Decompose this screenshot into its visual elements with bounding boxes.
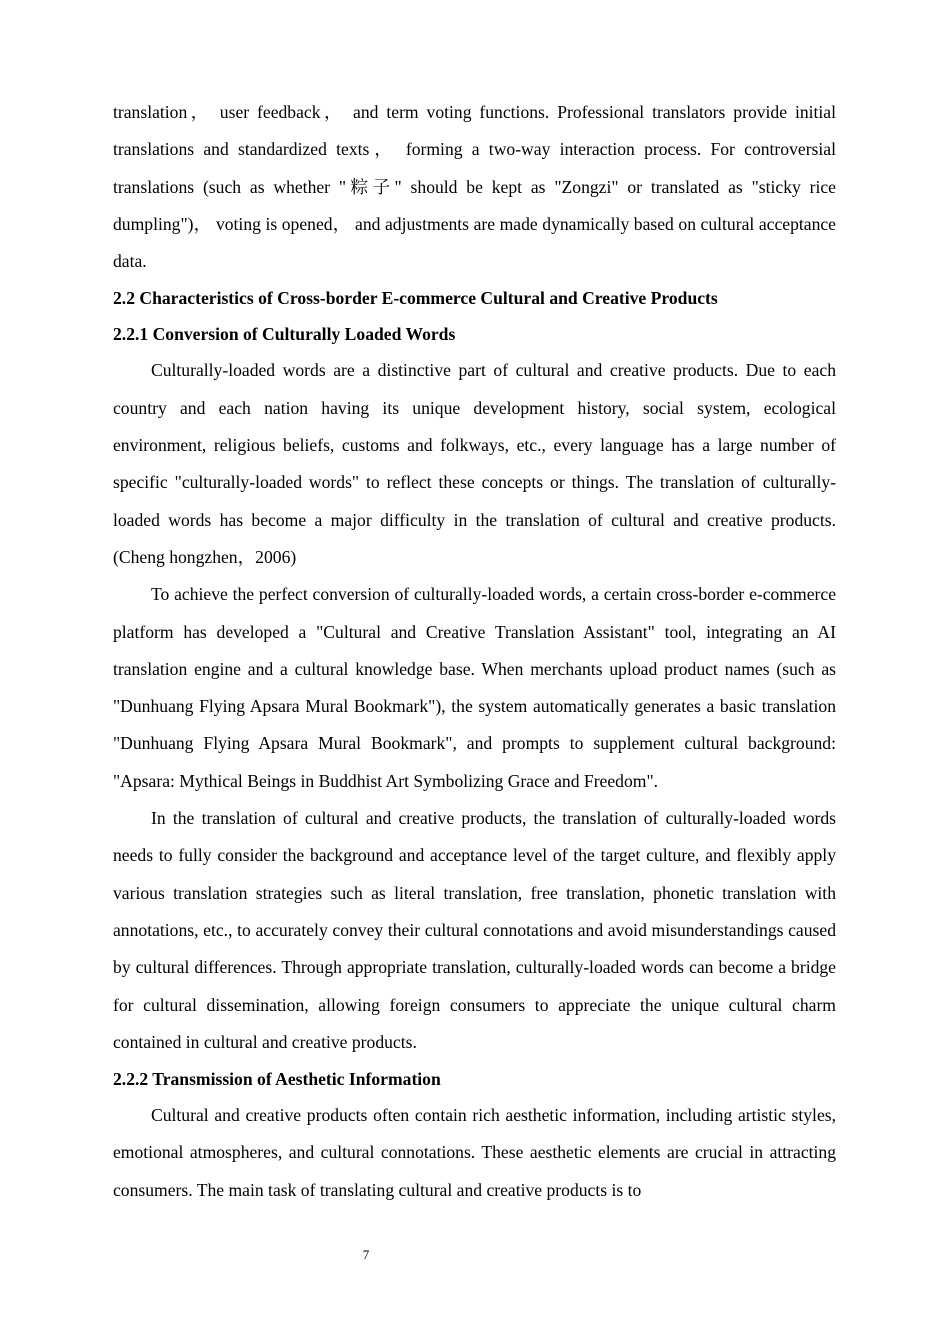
paragraph-translation-strategies: In the translation of cultural and creative products, the translation of culturally-loaded words needs to fully consider the background and acceptance level of the target culture, and flexibly apply various translation strategies such as literal translation, free translation, phonetic translation with annotations, etc., to accurately convey their cultural connotations and avoid misunderstandings caused by cultural differences. Through appropriate translation, culturally-loaded words can become a bridge for cultural dissemination, allowing foreign consumers to appreciate the unique cultural charm contained in cultural and creative products.	[113, 808, 836, 1052]
document-page	[113, 94, 836, 1209]
paragraph-translation-assistant: To achieve the perfect conversion of culturally-loaded words, a certain cross-border e-commerce platform has developed a "Cultural and Creative Translation Assistant" tool, integrating an AI translation engine and a cultural knowledge base. When merchants upload product names (such as "Dunhuang Flying Apsara Mural Bookmark"), the system automatically generates a basic translation "Dunhuang Flying Apsara Mural Bookmark", and prompts to supplement cultural background: "Apsara: Mythical Beings in Buddhist Art Symbolizing Grace and Freedom".	[113, 584, 836, 791]
section-heading-2-2-2: 2.2.2 Transmission of Aesthetic Information	[113, 1069, 441, 1090]
section-heading-2-2: 2.2 Characteristics of Cross-border E-commerce Cultural and Creative Products	[113, 288, 718, 309]
page-number: 7	[362, 1247, 370, 1262]
paragraph-culturally-loaded-words: Culturally-loaded words are a distinctive part of cultural and creative products. Due to each country and each nation having its unique development history, social system, ecological environment, religious beliefs, customs and folkways, etc., every language has a large number of specific "culturally-loaded words" to reflect these concepts or things. The translation of culturally-loaded words has become a major difficulty in the translation of cultural and creative products. (Cheng hongzhen，2006)	[113, 360, 836, 567]
paragraph-translation-voting: translation， user feedback， and term voting functions. Professional translators provide initial translations and standardized texts， forming a two-way interaction process. For controversial translations (such as whether "粽子" should be kept as "Zongzi" or translated as "sticky rice dumpling")， voting is opened， and adjustments are made dynamically based on cultural acceptance data.	[113, 102, 836, 272]
section-heading-2-2-1: 2.2.1 Conversion of Culturally Loaded Words	[113, 324, 456, 345]
paragraph-aesthetic-information: Cultural and creative products often contain rich aesthetic information, including artistic styles, emotional atmospheres, and cultural connotations. These aesthetic elements are crucial in attracting consumers. The main task of translating cultural and creative products is to	[113, 1105, 836, 1200]
